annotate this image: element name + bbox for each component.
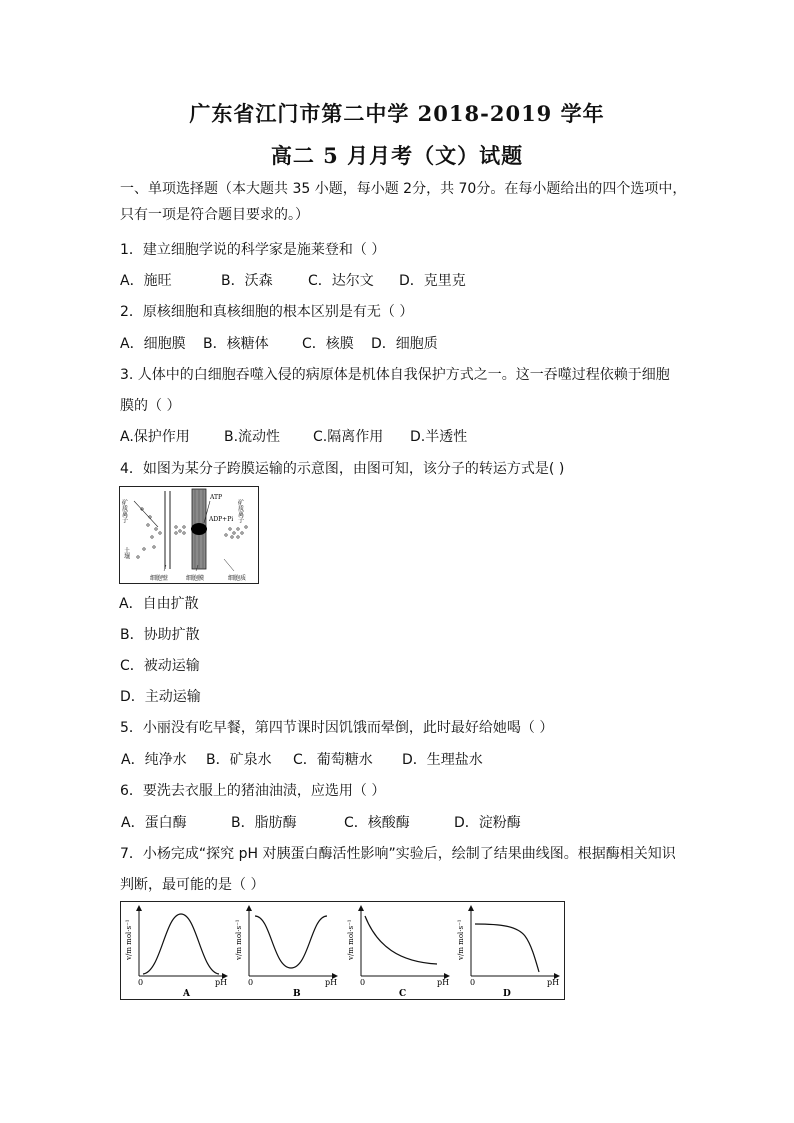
q5-option-c[interactable]: C．葡萄糖水 [293,752,373,768]
question-6: 6．要洗去衣服上的猪油油渍，应选用（ ） [120,783,386,799]
curve-c [365,916,437,964]
panel-b-origin: 0 [248,978,254,987]
panel-b-x-label: pH [325,978,338,987]
enzyme-ph-graphs [120,901,565,1000]
q6-option-b[interactable]: B．脂肪酶 [231,815,297,831]
panel-d-origin: 0 [470,978,476,987]
panel-a-label: A [183,989,190,999]
membrane-transport-diagram [120,487,258,583]
ph-curve-panels [121,902,564,999]
question-1: 1．建立细胞学说的科学家是施莱登和（ ） [120,242,386,258]
question-3: 3. 人体中的白细胞吞噬入侵的病原体是机体自我保护方式之一。这一吞噬过程依赖于细胞 [120,367,670,383]
graph-panel-d [457,908,559,999]
fig-left-label: 矿质离子 [120,499,128,523]
panel-a-x-label: pH [215,978,228,987]
q2-option-b[interactable]: B．核糖体 [203,336,269,352]
panel-c-x-label: pH [437,978,450,987]
panel-d-y-label: v/m mol·s⁻¹ [457,919,465,960]
graph-panel-a [125,908,227,999]
section-heading: 一、单项选择题（本大题共 35 小题，每小题 2分，共 70分。在每小题给出的四个选项中， [120,181,687,197]
curve-b [255,916,327,968]
q2-option-a[interactable]: A．细胞膜 [120,336,186,352]
q2-option-d[interactable]: D．细胞质 [371,336,438,352]
graph-panel-b [235,908,337,999]
fig-adp-label: ADP+Pi [209,516,234,523]
q1-option-c[interactable]: C．达尔文 [308,273,374,289]
panel-c-label: C [399,989,407,999]
panel-a-origin: 0 [138,978,144,987]
q2-option-c[interactable]: C．核膜 [302,336,354,352]
q4-option-c[interactable]: C．被动运输 [120,658,200,674]
title-line-2: 高二 5 月月考（文）试题 [270,143,524,168]
q3-option-d[interactable]: D.半透性 [410,429,468,445]
fig-membrane-label: 细胞膜 [186,575,205,582]
q6-option-a[interactable]: A．蛋白酶 [121,815,187,831]
panel-a-y-label: v/m mol·s⁻¹ [125,919,133,960]
curve-d [475,924,539,972]
curve-a [143,914,219,974]
title-line-1: 广东省江门市第二中学 2018-2019 学年 [189,101,605,126]
fig-cytoplasm-label: 细胞质 [228,575,247,582]
fig-right-label: 矿质离子 [236,499,244,523]
q5-option-d[interactable]: D．生理盐水 [402,752,483,768]
question-7-cont: 判断，最可能的是（ ） [120,877,265,893]
q6-option-d[interactable]: D．淀粉酶 [454,815,521,831]
fig-atp-label: ATP [210,494,223,501]
q6-option-c[interactable]: C．核酸酶 [344,815,410,831]
q1-option-b[interactable]: B．沃森 [221,273,273,289]
q4-option-b[interactable]: B．协助扩散 [120,627,200,643]
fig-soil-label: 土壤 [122,547,130,559]
q4-option-a[interactable]: A．自由扩散 [119,596,199,612]
q3-option-c[interactable]: C.隔离作用 [313,429,384,445]
panel-b-label: B [293,989,301,999]
panel-b-y-label: v/m mol·s⁻¹ [235,919,243,960]
q3-option-b[interactable]: B.流动性 [224,429,281,445]
fig-wall-label: 细胞壁 [150,575,169,582]
panel-d-x-label: pH [547,978,560,987]
question-4: 4．如图为某分子跨膜运输的示意图，由图可知，该分子的转运方式是( ) [120,461,565,477]
section-heading-cont: 只有一项是符合题目要求的。） [120,207,309,223]
q5-option-a[interactable]: A．纯净水 [121,752,187,768]
question-5: 5．小丽没有吃早餐，第四节课时因饥饿而晕倒，此时最好给她喝（ ） [120,720,554,736]
question-3-cont: 膜的（ ） [120,398,181,414]
carrier-protein [191,523,207,535]
q4-option-d[interactable]: D．主动运输 [120,689,201,705]
q1-option-d[interactable]: D．克里克 [399,273,466,289]
q1-option-a[interactable]: A．施旺 [120,273,172,289]
graph-panel-c [347,908,449,999]
q3-option-a[interactable]: A.保护作用 [120,429,190,445]
panel-d-label: D [503,989,511,999]
panel-c-origin: 0 [360,978,366,987]
panel-c-y-label: v/m mol·s⁻¹ [347,919,355,960]
question-2: 2．原核细胞和真核细胞的根本区别是有无（ ） [120,304,414,320]
q5-option-b[interactable]: B．矿泉水 [206,752,272,768]
question-7: 7．小杨完成“探究 pH 对胰蛋白酶活性影响”实验后，绘制了结果曲线图。根据酶相关知识 [120,846,676,862]
membrane-transport-figure [119,486,259,584]
